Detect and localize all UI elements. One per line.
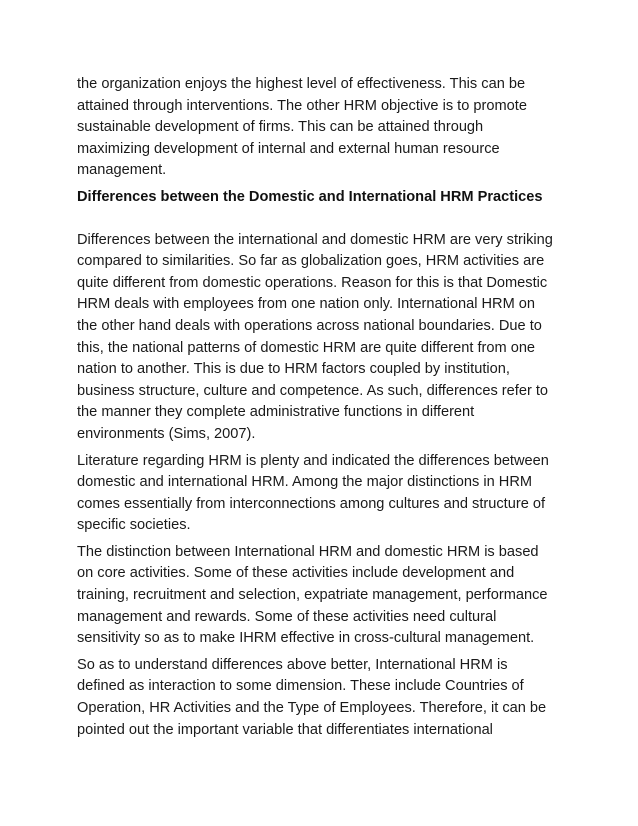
paragraph-distinction: The distinction between International HRM and domestic HRM is based on core activities. Some of these activities include development and training, recruitment and selection, expatriate management, performance management and rewards. Some of these activities need cultural sensitivity so as to make IHRM effective in cross-cultural management. (77, 543, 548, 647)
paragraph-differences: Differences between the international and domestic HRM are very striking compared to similarities. So far as globalization goes, HRM activities are quite different from domestic operations. Reason for this is that Domestic HRM deals with employees from one nation only. International HRM on the other hand deals with operations across national boundaries. Due to this, the national patterns of domestic HRM are quite different from one nation to another. This is due to HRM factors coupled by institution, business structure, culture and competence. As such, differences refer to the manner they complete administrative functions in different environments (Sims, 2007). (77, 231, 553, 442)
document-page (77, 74, 555, 746)
section-heading: Differences between the Domestic and International HRM Practices (77, 188, 543, 205)
paragraph-literature: Literature regarding HRM is plenty and indicated the differences between domestic and international HRM. Among the major distinctions in HRM comes essentially from interconnections among cultures and structure of specific societies. (77, 452, 549, 534)
paragraph-intro: the organization enjoys the highest level of effectiveness. This can be attained through interventions. The other HRM objective is to promote sustainable development of firms. This can be attained through maximizing development of internal and external human resource management. (77, 76, 527, 179)
spacer (77, 214, 555, 230)
paragraph-understanding: So as to understand differences above better, International HRM is defined as interaction to some dimension. These include Countries of Operation, HR Activities and the Type of Employees. Therefore, it can be pointed out the important variable that differentiates international (77, 656, 547, 738)
